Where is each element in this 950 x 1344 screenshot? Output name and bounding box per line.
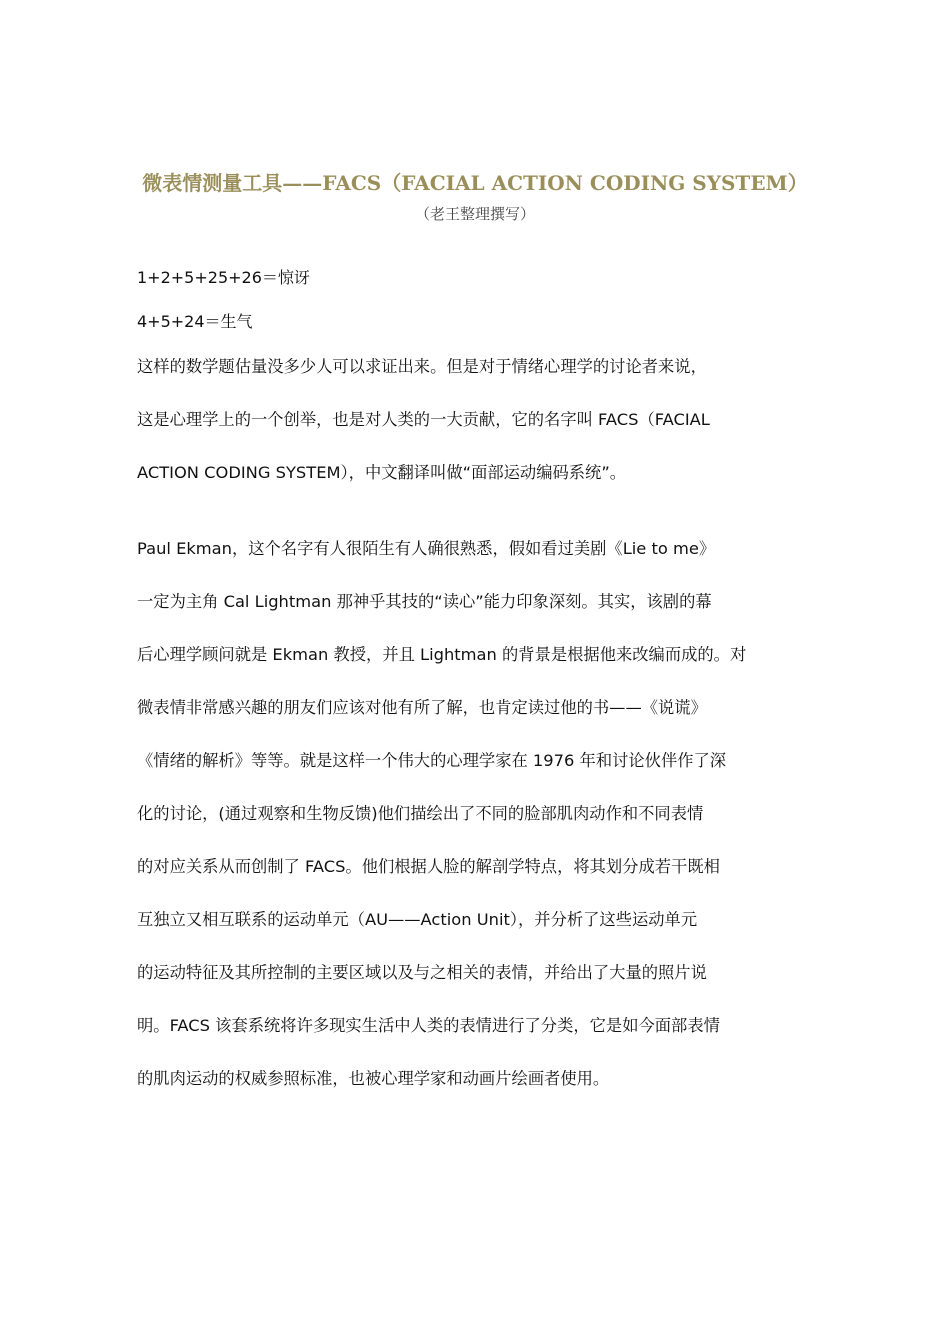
paragraph2-line: Paul Ekman，这个名字有人很陌生有人确很熟悉，假如看过美剧《Lie to me》 (137, 539, 716, 558)
paragraph2-line: 一定为主角 Cal Lightman 那神乎其技的“读心”能力印象深刻。其实，该剧的幕 (137, 592, 712, 611)
paragraph2-line: 微表情非常感兴趣的朋友们应该对他有所了解，也肯定读过他的书——《说谎》 (137, 698, 707, 717)
paragraph2-line: 《情绪的解析》等等。就是这样一个伟大的心理学家在 1976 年和讨论伙伴作了深 (137, 751, 727, 770)
paragraph2-line: 后心理学顾问就是 Ekman 教授，并且 Lightman 的背景是根据他来改编而成的。对 (137, 645, 747, 664)
paragraph1-line: 这样的数学题估量没多少人可以求证出来。但是对于情绪心理学的讨论者来说， (137, 357, 707, 376)
paragraph2-line: 明。FACS 该套系统将许多现实生活中人类的表情进行了分类，它是如今面部表情 (137, 1016, 720, 1035)
document-subtitle: （老王整理撰写） (414, 205, 535, 223)
paragraph2-line: 化的讨论，(通过观察和生物反馈)他们描绘出了不同的脸部肌肉动作和不同表情 (137, 804, 704, 823)
paragraph1-line: ACTION CODING SYSTEM），中文翻译叫做“面部运动编码系统”。 (137, 463, 627, 482)
paragraph2-line: 的对应关系从而创制了 FACS。他们根据人脸的解剖学特点，将其划分成若干既相 (137, 857, 720, 876)
paragraph2-line: 的运动特征及其所控制的主要区域以及与之相关的表情，并给出了大量的照片说 (137, 963, 707, 982)
paragraph2-line: 的肌肉运动的权威参照标准，也被心理学家和动画片绘画者使用。 (137, 1069, 610, 1088)
formula-surprise: 1+2+5+25+26＝惊讶 (137, 268, 310, 287)
paragraph2-line: 互独立又相互联系的运动单元（AU——Action Unit），并分析了这些运动单元 (137, 910, 698, 929)
formula-anger: 4+5+24＝生气 (137, 312, 253, 331)
paragraph1-line: 这是心理学上的一个创举，也是对人类的一大贡献，它的名字叫 FACS（FACIAL (137, 410, 710, 429)
document-title: 微表情测量工具——FACS（FACIAL ACTION CODING SYSTEM） (142, 171, 808, 195)
